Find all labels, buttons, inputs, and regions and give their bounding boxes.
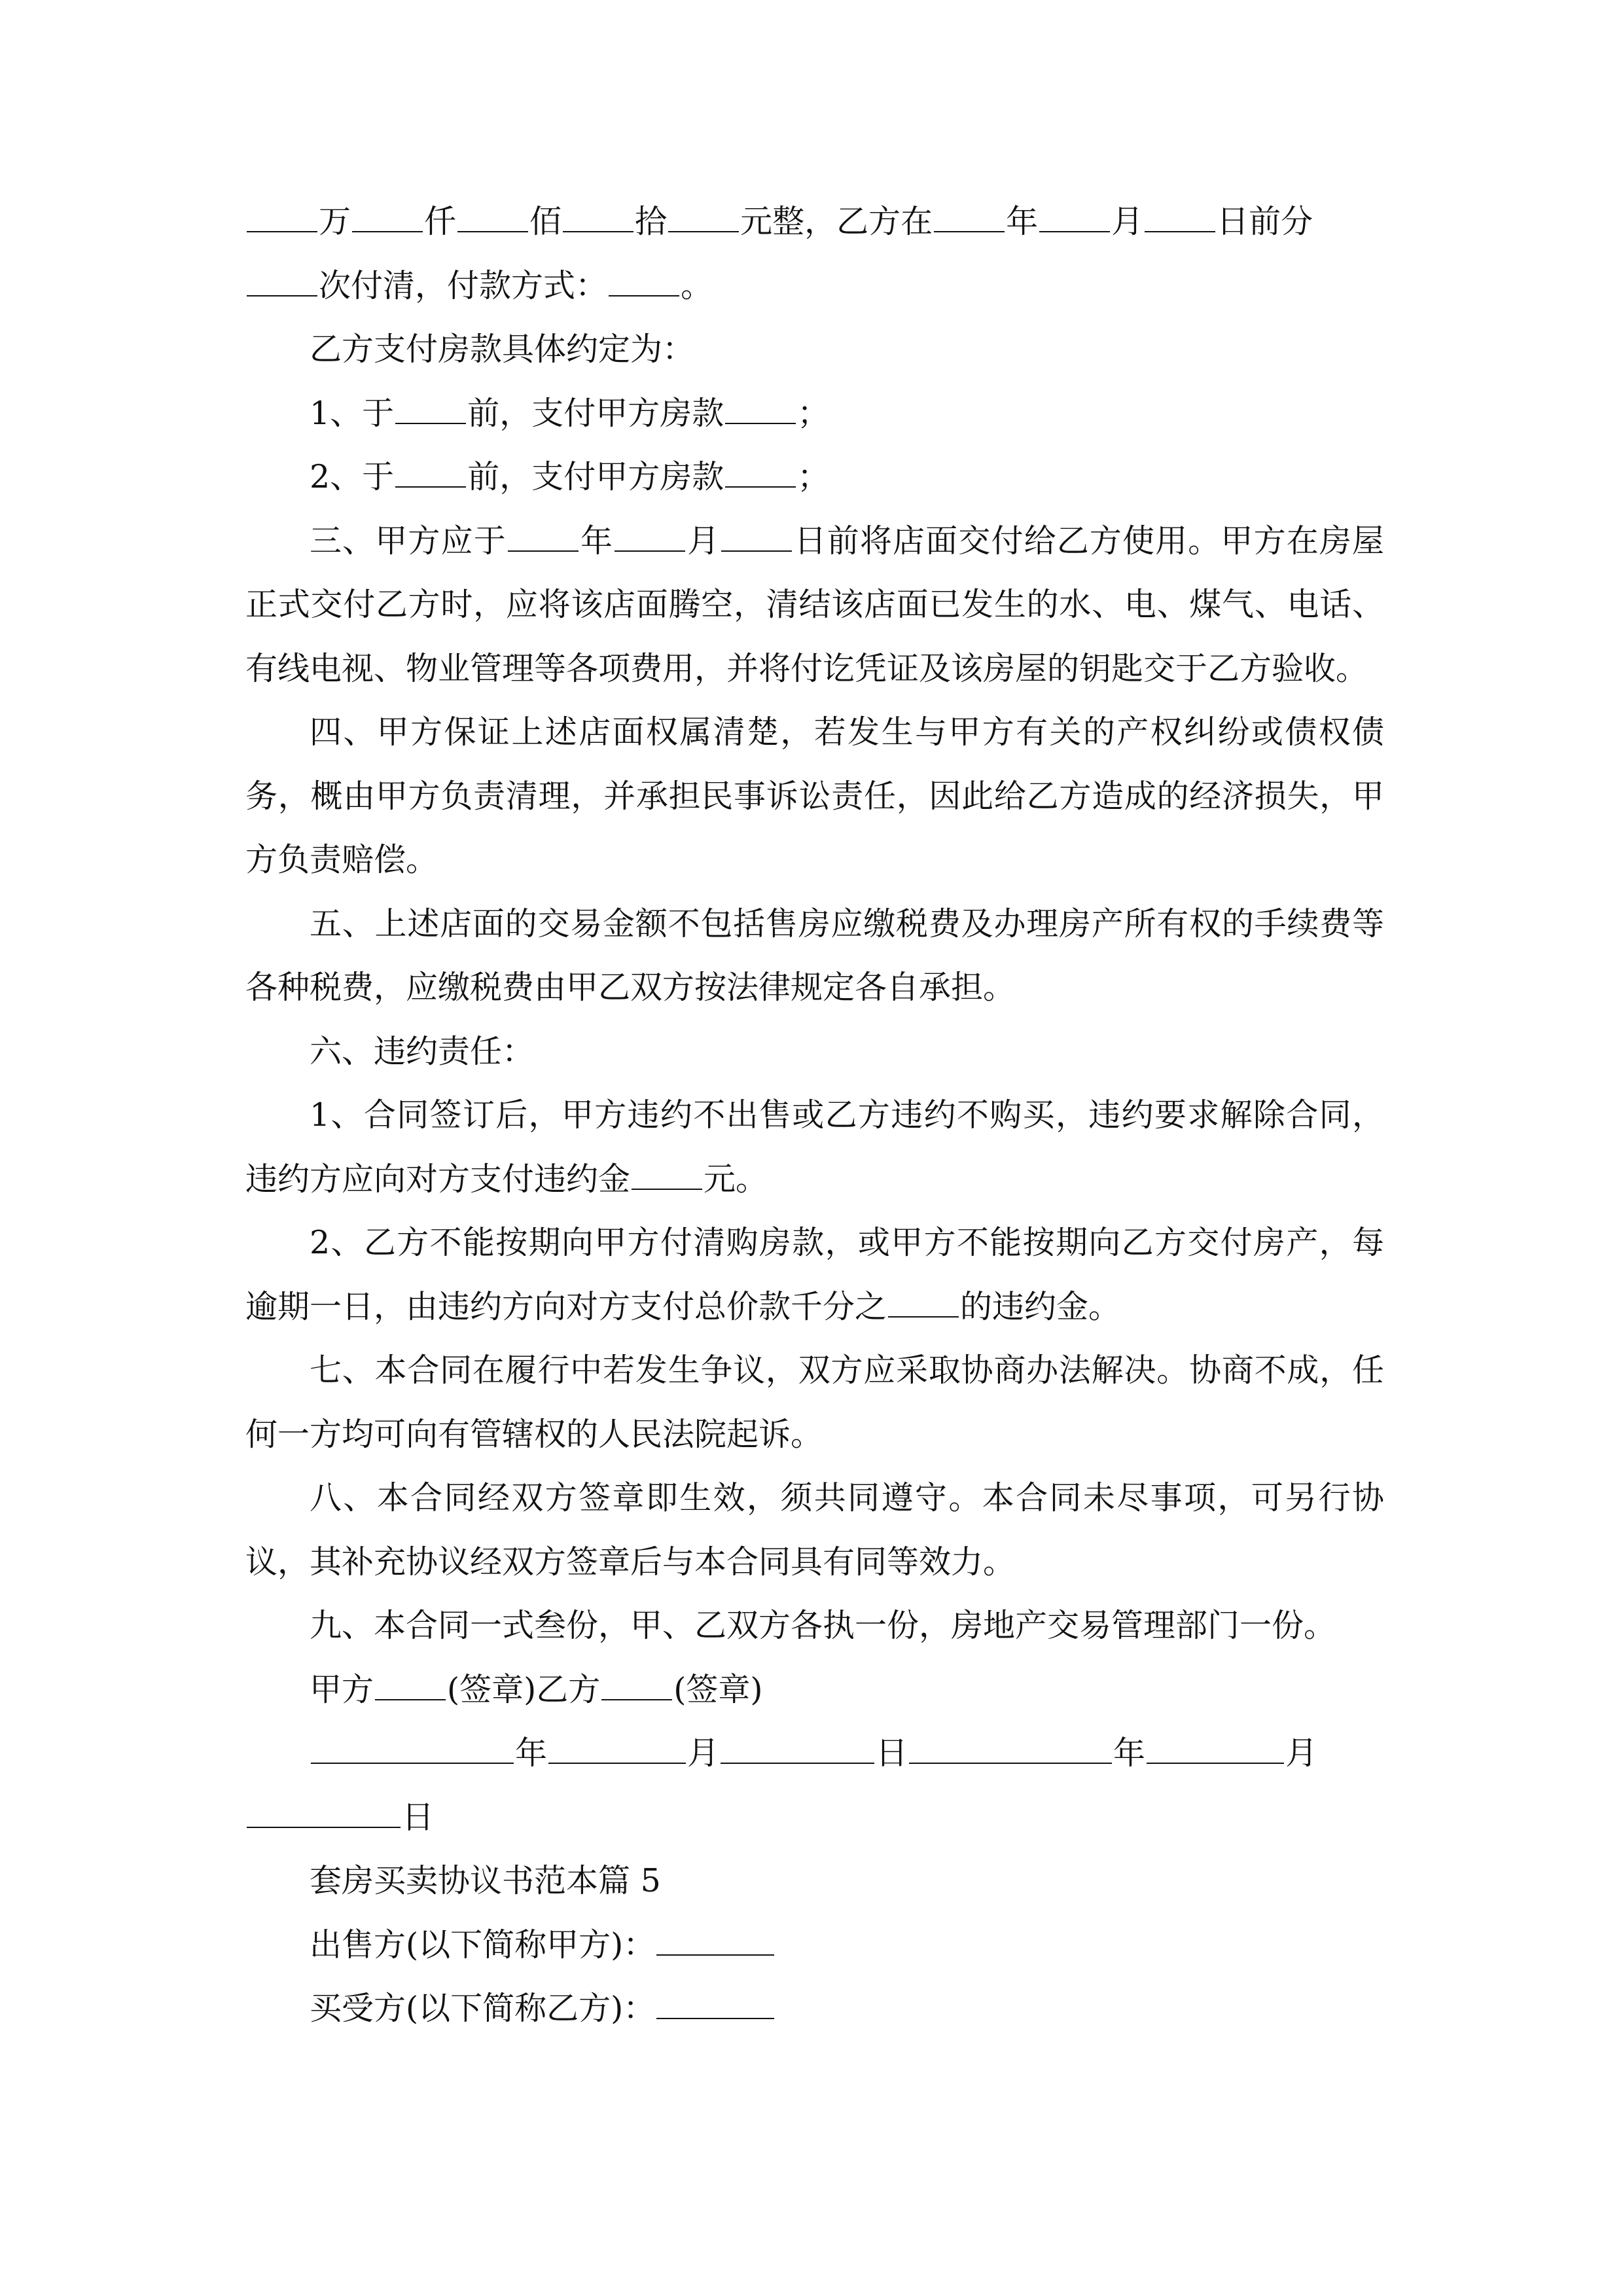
blank-field[interactable] bbox=[632, 1162, 702, 1190]
text: 月 bbox=[687, 1734, 720, 1772]
clause-9: 九、本合同一式叁份，甲、乙双方各执一份，房地产交易管理部门一份。 bbox=[310, 1607, 1336, 1644]
text: 日 bbox=[402, 1798, 435, 1836]
seller-line bbox=[245, 1913, 1384, 1977]
blank-field[interactable] bbox=[725, 460, 796, 488]
text: 日前将店面交付给乙方使用。甲方在房屋正式交付乙方时，应将该店面腾空，清结该店面已发生的水、电、煤气、电话、有线电视、物业管理等各项费用，并将付讫凭证及该房屋的钥匙交于乙方验收。 bbox=[245, 522, 1384, 687]
blank-field[interactable] bbox=[1147, 1736, 1284, 1764]
blank-field[interactable] bbox=[548, 1736, 686, 1764]
blank-field[interactable] bbox=[508, 524, 579, 552]
document-body bbox=[245, 190, 1384, 2041]
text: 年 bbox=[515, 1734, 548, 1772]
text: 出售方(以下简称甲方)： bbox=[310, 1926, 656, 1964]
blank-field[interactable] bbox=[609, 269, 679, 296]
clause-8: 八、本合同经双方签章即生效，须共同遵守。本合同未尽事项，可另行协议，其补充协议经双方签章后与本合同具有同等效力。 bbox=[245, 1479, 1384, 1581]
text: 的违约金。 bbox=[960, 1287, 1121, 1325]
blank-field[interactable] bbox=[1039, 205, 1110, 232]
clause-6-heading: 六、违约责任： bbox=[310, 1032, 535, 1070]
blank-field[interactable] bbox=[601, 1673, 672, 1700]
blank-field[interactable] bbox=[311, 1736, 514, 1764]
payment-item-2 bbox=[245, 445, 1384, 509]
blank-field[interactable] bbox=[247, 269, 317, 296]
text: 买受方(以下简称乙方)： bbox=[310, 1990, 656, 2027]
text: 佰 bbox=[529, 203, 562, 240]
text: 拾 bbox=[635, 203, 668, 240]
text: 甲方 bbox=[310, 1670, 374, 1708]
blank-field[interactable] bbox=[352, 205, 423, 232]
blank-field[interactable] bbox=[563, 205, 633, 232]
clause-3 bbox=[245, 509, 1384, 701]
blank-field[interactable] bbox=[395, 397, 466, 424]
text: 1、于 bbox=[310, 394, 395, 432]
text: 元整，乙方在 bbox=[740, 203, 933, 240]
text: 万 bbox=[319, 203, 351, 240]
clause-4: 四、甲方保证上述店面权属清楚，若发生与甲方有关的产权纠纷或债权债务，概由甲方负责清理，并承担民事诉讼责任，因此给乙方造成的经济损失，甲方负责赔偿。 bbox=[245, 713, 1384, 878]
blank-field[interactable] bbox=[934, 205, 1005, 232]
blank-field[interactable] bbox=[375, 1673, 446, 1700]
blank-field[interactable] bbox=[395, 460, 466, 488]
buyer-blank-field[interactable] bbox=[656, 1992, 774, 2019]
date-line bbox=[245, 1721, 1384, 1785]
text: 2、于 bbox=[310, 458, 395, 495]
blank-field[interactable] bbox=[1145, 205, 1215, 232]
clause-5: 五、上述店面的交易金额不包括售房应缴税费及办理房产所有权的手续费等各种税费，应缴税费由甲乙双方按法律规定各自承担。 bbox=[245, 905, 1384, 1006]
clause-7: 七、本合同在履行中若发生争议，双方应采取协商办法解决。协商不成，任何一方均可向有管辖权的人民法院起诉。 bbox=[245, 1352, 1384, 1453]
blank-field[interactable] bbox=[725, 397, 796, 424]
text: 1、合同签订后，甲方违约不出售或乙方违约不购买，违约要求解除合同，违约方应向对方支付违约金 bbox=[245, 1096, 1384, 1198]
text: 月 bbox=[687, 522, 721, 560]
blank-field[interactable] bbox=[721, 524, 792, 552]
clause-6-2 bbox=[245, 1211, 1384, 1338]
text: 次付清，付款方式： bbox=[319, 266, 608, 304]
text: 前，支付甲方房款 bbox=[467, 458, 724, 495]
text: ； bbox=[797, 394, 830, 432]
text: 日 bbox=[876, 1734, 908, 1772]
blank-field[interactable] bbox=[888, 1290, 959, 1318]
text: (签章) bbox=[673, 1670, 763, 1708]
text: 年 bbox=[1006, 203, 1039, 240]
text: 年 bbox=[579, 522, 614, 560]
buyer-line bbox=[245, 1977, 1384, 2041]
blank-field[interactable] bbox=[909, 1736, 1112, 1764]
blank-field[interactable] bbox=[247, 1801, 401, 1828]
text: 月 bbox=[1285, 1734, 1318, 1772]
text: 三、甲方应于 bbox=[310, 522, 507, 560]
blank-field[interactable] bbox=[721, 1736, 874, 1764]
text: 月 bbox=[1111, 203, 1144, 240]
text: 。 bbox=[681, 266, 713, 304]
blank-field[interactable] bbox=[247, 205, 317, 232]
blank-field[interactable] bbox=[615, 524, 685, 552]
text: 前，支付甲方房款 bbox=[467, 394, 724, 432]
text: ； bbox=[797, 458, 830, 495]
text: 仟 bbox=[424, 203, 457, 240]
section-title: 套房买卖协议书范本篇 5 bbox=[310, 1862, 661, 1899]
text: 日前分 bbox=[1217, 203, 1313, 240]
text: 年 bbox=[1113, 1734, 1146, 1772]
text: 元。 bbox=[704, 1160, 768, 1198]
price-line bbox=[245, 190, 1384, 317]
blank-field[interactable] bbox=[457, 205, 528, 232]
seller-blank-field[interactable] bbox=[656, 1928, 774, 1956]
payment-intro: 乙方支付房款具体约定为： bbox=[310, 331, 695, 368]
payment-item-1 bbox=[245, 382, 1384, 446]
text: (签章)乙方 bbox=[447, 1670, 601, 1708]
text: 2、乙方不能按期向甲方付清购房款，或甲方不能按期向乙方交付房产，每逾期一日，由违约方向对方支付总价款千分之 bbox=[245, 1224, 1384, 1325]
date-tail-line bbox=[245, 1785, 1384, 1850]
signature-line bbox=[245, 1658, 1384, 1722]
blank-field[interactable] bbox=[668, 205, 739, 232]
clause-6-1 bbox=[245, 1083, 1384, 1211]
